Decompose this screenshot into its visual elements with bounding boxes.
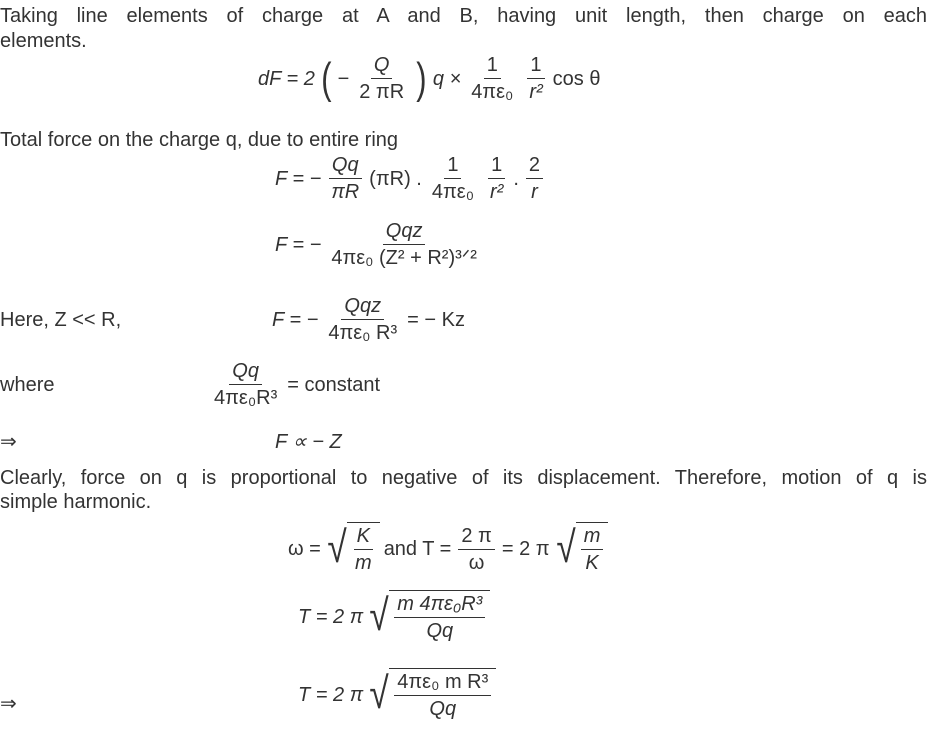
eq-text: = 2 π xyxy=(501,538,550,560)
equation-f2 xyxy=(275,218,483,271)
implies-symbol: ⇒ xyxy=(0,693,17,715)
denominator: 4πε₀ xyxy=(431,181,474,203)
fraction xyxy=(325,293,400,346)
denominator: 4πε₀R³ xyxy=(214,387,278,409)
radical-icon: √ xyxy=(555,523,576,572)
paragraph-line: Taking line elements of charge at A and B, having unit length, then charge on each xyxy=(0,5,927,27)
eq-text: F = − xyxy=(272,308,319,331)
denominator: m xyxy=(355,552,372,574)
eq-text: cos θ xyxy=(552,67,601,90)
fraction xyxy=(352,523,375,576)
equation-df xyxy=(258,52,600,105)
denominator: r² xyxy=(490,181,504,203)
denominator: K xyxy=(585,552,599,574)
fraction xyxy=(487,152,506,205)
paragraph-line: Here, Z << R, xyxy=(0,309,122,331)
numerator: 4πε₀ m R³ xyxy=(394,669,491,696)
sqrt xyxy=(554,522,609,576)
numerator: Q xyxy=(371,52,393,79)
eq-text: T = 2 π xyxy=(298,684,364,706)
implies-symbol: ⇒ xyxy=(0,431,17,453)
sqrt xyxy=(325,522,380,576)
equation-f3 xyxy=(272,293,465,346)
equation-omega xyxy=(288,522,608,576)
eq-text: F = − xyxy=(275,233,322,256)
numerator: 1 xyxy=(527,52,544,79)
fraction xyxy=(458,523,494,576)
denominator: 4πε₀ xyxy=(471,81,514,103)
numerator: K xyxy=(354,523,373,550)
radical-icon: √ xyxy=(369,669,389,718)
fraction xyxy=(429,152,477,205)
sqrt xyxy=(367,590,490,644)
eq-text: F = − xyxy=(275,167,322,190)
fraction xyxy=(356,52,407,105)
eq-text: dF = 2 xyxy=(258,67,315,90)
numerator: 2 xyxy=(526,152,543,179)
fraction xyxy=(394,669,491,722)
denominator: r² xyxy=(529,81,543,103)
equation-proportional: F ∝ − Z xyxy=(275,431,342,453)
denominator: r xyxy=(531,181,538,203)
eq-text: q × xyxy=(432,67,462,90)
fraction xyxy=(526,152,543,205)
paragraph-line: simple harmonic. xyxy=(0,491,152,513)
fraction xyxy=(526,52,545,105)
fraction xyxy=(394,591,485,644)
numerator: 1 xyxy=(484,52,501,79)
eq-text: − xyxy=(337,67,350,90)
numerator: 1 xyxy=(488,152,505,179)
numerator: Qq xyxy=(329,152,362,179)
equation-period-1 xyxy=(298,590,490,644)
numerator: 1 xyxy=(444,152,461,179)
numerator: m 4πε₀R³ xyxy=(394,591,485,618)
eq-text: = constant xyxy=(287,373,381,396)
sqrt xyxy=(367,668,496,722)
denominator: 4πε₀ R³ xyxy=(328,322,398,344)
eq-paren: ) xyxy=(416,53,427,103)
eq-text: (πR) . xyxy=(369,167,422,190)
eq-text: = − Kz xyxy=(407,308,465,331)
denominator: 2 πR xyxy=(359,81,405,103)
eq-paren: ( xyxy=(321,53,332,103)
fraction xyxy=(328,152,362,205)
numerator: m xyxy=(581,523,604,550)
numerator: Qq xyxy=(229,358,262,385)
equation-f1 xyxy=(275,152,546,205)
fraction xyxy=(468,52,516,105)
paragraph-line: Clearly, force on q is proportional to negative of its displacement. Therefore, motion of q is xyxy=(0,467,927,489)
denominator: ω xyxy=(468,551,485,574)
numerator: 2 π xyxy=(458,523,494,550)
paragraph-line: elements. xyxy=(0,30,87,52)
eq-text: and T = xyxy=(383,538,452,560)
fraction xyxy=(328,218,480,271)
eq-text: T = 2 π xyxy=(298,606,364,628)
eq-text: ω = xyxy=(288,538,321,560)
fraction xyxy=(211,358,280,411)
numerator: Qqz xyxy=(341,293,384,320)
denominator: 4πε₀ (Z² + R²)³ᐟ² xyxy=(331,247,477,269)
denominator: Qq xyxy=(426,620,454,642)
denominator: Qq xyxy=(429,698,457,720)
denominator: πR xyxy=(331,181,360,203)
radical-icon: √ xyxy=(327,523,347,572)
paragraph-line: Total force on the charge q, due to entire ring xyxy=(0,129,399,151)
paragraph-line: where xyxy=(0,374,55,396)
eq-text: . xyxy=(513,167,519,190)
equation-period-2 xyxy=(298,668,496,722)
equation-constant xyxy=(208,358,380,411)
radical-icon: √ xyxy=(369,591,389,640)
numerator: Qqz xyxy=(383,218,426,245)
fraction xyxy=(581,523,604,576)
